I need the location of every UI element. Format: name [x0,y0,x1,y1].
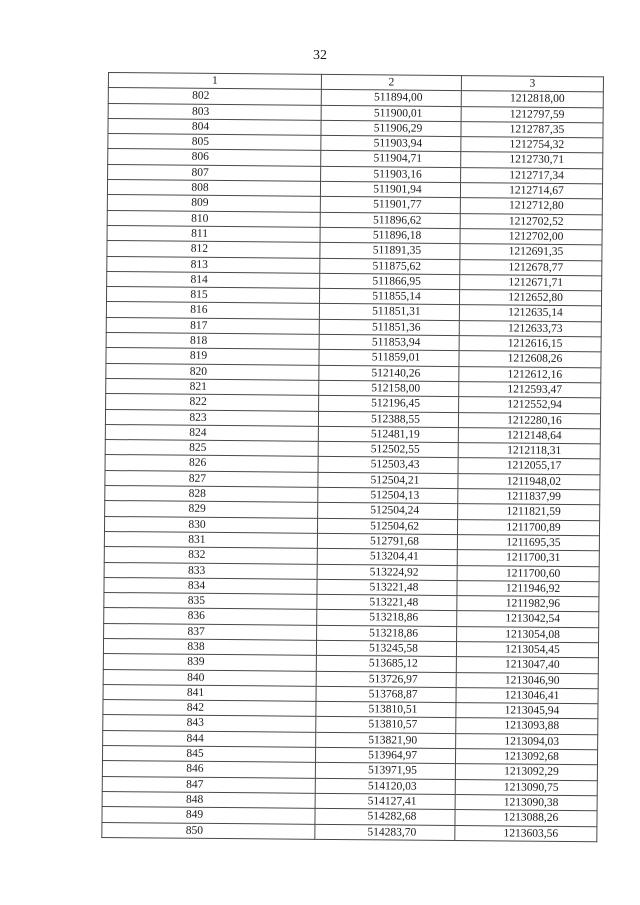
point-number-cell: 845 [102,746,315,763]
y-coordinate-cell: 1211837,99 [458,489,600,506]
column-header-1: 1 [108,73,321,90]
x-coordinate-cell: 513204,41 [317,549,457,566]
y-coordinate-cell: 1212280,16 [458,412,600,429]
y-coordinate-cell: 1211700,60 [457,565,599,582]
x-coordinate-cell: 511866,95 [320,273,460,290]
point-number-cell: 806 [108,149,321,166]
x-coordinate-cell: 513768,87 [316,686,456,703]
y-coordinate-cell: 1213046,90 [456,672,598,689]
y-coordinate-cell: 1212608,26 [459,351,601,368]
y-coordinate-cell: 1212818,00 [461,91,603,108]
point-number-cell: 816 [106,302,319,319]
point-number-cell: 841 [103,684,316,701]
x-coordinate-cell: 513685,12 [316,656,456,673]
y-coordinate-cell: 1213054,45 [456,642,598,659]
point-number-cell: 807 [108,164,321,181]
point-number-cell: 847 [102,776,315,793]
point-number-cell: 846 [102,761,315,778]
point-number-cell: 803 [108,103,321,120]
y-coordinate-cell: 1213094,03 [456,733,598,750]
x-coordinate-cell: 511851,31 [319,304,459,321]
x-coordinate-cell: 511901,94 [320,181,460,198]
point-number-cell: 822 [106,394,319,411]
x-coordinate-cell: 512502,55 [318,441,458,458]
x-coordinate-cell: 512791,68 [317,533,457,550]
x-coordinate-cell: 512504,62 [317,518,457,535]
y-coordinate-cell: 1212593,47 [459,382,601,399]
point-number-cell: 810 [107,210,320,227]
y-coordinate-cell: 1212055,17 [458,458,600,475]
x-coordinate-cell: 512504,21 [318,472,458,489]
point-number-cell: 811 [107,225,320,242]
x-coordinate-cell: 511904,71 [321,151,461,168]
point-number-cell: 802 [108,88,321,105]
y-coordinate-cell: 1213046,41 [456,687,598,704]
point-number-cell: 813 [107,256,320,273]
x-coordinate-cell: 511853,94 [319,334,459,351]
x-coordinate-cell: 513221,48 [317,594,457,611]
point-number-cell: 826 [105,455,318,472]
point-number-cell: 804 [108,118,321,135]
y-coordinate-cell: 1211946,92 [457,580,599,597]
y-coordinate-cell: 1211700,31 [457,550,599,567]
point-number-cell: 823 [105,409,318,426]
x-coordinate-cell: 511855,14 [319,289,459,306]
x-coordinate-cell: 512503,43 [318,457,458,474]
point-number-cell: 814 [107,271,320,288]
y-coordinate-cell: 1212552,94 [459,397,601,414]
y-coordinate-cell: 1212797,59 [461,106,603,123]
table-body [102,88,604,842]
y-coordinate-cell: 1211700,89 [457,519,599,536]
x-coordinate-cell: 514120,03 [315,778,455,795]
column-header-2: 2 [321,74,461,91]
point-number-cell: 808 [107,180,320,197]
y-coordinate-cell: 1213090,38 [455,795,597,812]
y-coordinate-cell: 1212616,15 [459,336,601,353]
coordinates-table [101,72,604,842]
point-number-cell: 805 [108,134,321,151]
y-coordinate-cell: 1212635,14 [459,305,601,322]
point-number-cell: 835 [104,593,317,610]
x-coordinate-cell: 511901,77 [320,197,460,214]
point-number-cell: 840 [103,669,316,686]
x-coordinate-cell: 511903,16 [321,166,461,183]
point-number-cell: 815 [106,287,319,304]
y-coordinate-cell: 1212652,80 [459,290,601,307]
point-number-cell: 812 [107,241,320,258]
x-coordinate-cell: 513821,90 [316,732,456,749]
y-coordinate-cell: 1213092,29 [455,764,597,781]
point-number-cell: 830 [104,516,317,533]
point-number-cell: 838 [103,638,316,655]
y-coordinate-cell: 1212730,71 [461,152,603,169]
x-coordinate-cell: 511859,01 [319,350,459,367]
point-number-cell: 828 [105,486,318,503]
page-number: 32 [313,48,327,63]
y-coordinate-cell: 1211695,35 [457,534,599,551]
point-number-cell: 817 [106,317,319,334]
y-coordinate-cell: 1213092,68 [455,749,597,766]
y-coordinate-cell: 1213054,08 [457,626,599,643]
x-coordinate-cell: 513245,58 [316,640,456,657]
point-number-cell: 842 [103,700,316,717]
y-coordinate-cell: 1212148,64 [458,427,600,444]
x-coordinate-cell: 511906,29 [321,120,461,137]
x-coordinate-cell: 514282,68 [315,809,455,826]
y-coordinate-cell: 1211982,96 [457,596,599,613]
x-coordinate-cell: 511896,18 [320,227,460,244]
point-number-cell: 831 [104,531,317,548]
point-number-cell: 824 [105,424,318,441]
point-number-cell: 820 [106,363,319,380]
x-coordinate-cell: 513971,95 [315,763,455,780]
y-coordinate-cell: 1211948,02 [458,473,600,490]
y-coordinate-cell: 1212714,67 [460,183,602,200]
point-number-cell: 836 [104,608,317,625]
y-coordinate-cell: 1212691,35 [460,244,602,261]
x-coordinate-cell: 512481,19 [318,426,458,443]
point-number-cell: 825 [105,440,318,457]
x-coordinate-cell: 513726,97 [316,671,456,688]
point-number-cell: 809 [107,195,320,212]
y-coordinate-cell: 1211821,59 [458,504,600,521]
coordinates-table-container [101,72,604,842]
y-coordinate-cell: 1213088,26 [455,810,597,827]
y-coordinate-cell: 1212702,00 [460,229,602,246]
column-header-3: 3 [461,76,603,93]
point-number-cell: 849 [102,807,315,824]
x-coordinate-cell: 511903,94 [321,136,461,153]
point-number-cell: 821 [106,378,319,395]
y-coordinate-cell: 1212633,73 [459,320,601,337]
point-number-cell: 837 [104,623,317,640]
x-coordinate-cell: 511900,01 [321,105,461,122]
x-coordinate-cell: 513218,86 [317,610,457,627]
x-coordinate-cell: 512158,00 [319,380,459,397]
x-coordinate-cell: 513964,97 [315,747,455,764]
x-coordinate-cell: 511896,62 [320,212,460,229]
x-coordinate-cell: 514127,41 [315,793,455,810]
x-coordinate-cell: 514283,70 [315,824,455,841]
point-number-cell: 833 [104,562,317,579]
y-coordinate-cell: 1212612,16 [459,366,601,383]
y-coordinate-cell: 1212712,80 [460,198,602,215]
x-coordinate-cell: 513218,86 [317,625,457,642]
x-coordinate-cell: 512504,13 [318,487,458,504]
y-coordinate-cell: 1213045,94 [456,703,598,720]
y-coordinate-cell: 1213093,88 [456,718,598,735]
x-coordinate-cell: 511891,35 [320,243,460,260]
y-coordinate-cell: 1213042,54 [457,611,599,628]
x-coordinate-cell: 513224,92 [317,564,457,581]
y-coordinate-cell: 1212717,34 [461,167,603,184]
point-number-cell: 827 [105,470,318,487]
y-coordinate-cell: 1212118,31 [458,443,600,460]
point-number-cell: 832 [104,547,317,564]
x-coordinate-cell: 512388,55 [318,411,458,428]
point-number-cell: 819 [106,348,319,365]
x-coordinate-cell: 511851,36 [319,319,459,336]
point-number-cell: 844 [103,730,316,747]
point-number-cell: 843 [103,715,316,732]
x-coordinate-cell: 512504,24 [318,503,458,520]
y-coordinate-cell: 1213047,40 [456,657,598,674]
x-coordinate-cell: 513221,48 [317,579,457,596]
y-coordinate-cell: 1212754,32 [461,137,603,154]
x-coordinate-cell: 511875,62 [320,258,460,275]
y-coordinate-cell: 1212787,35 [461,121,603,138]
y-coordinate-cell: 1212702,52 [460,213,602,230]
point-number-cell: 818 [106,333,319,350]
point-number-cell: 850 [102,822,315,839]
point-number-cell: 834 [104,577,317,594]
x-coordinate-cell: 512196,45 [319,396,459,413]
y-coordinate-cell: 1213090,75 [455,779,597,796]
y-coordinate-cell: 1212678,77 [460,259,602,276]
x-coordinate-cell: 512140,26 [319,365,459,382]
x-coordinate-cell: 511894,00 [321,90,461,107]
y-coordinate-cell: 1212671,71 [460,274,602,291]
point-number-cell: 829 [105,501,318,518]
x-coordinate-cell: 513810,57 [316,717,456,734]
x-coordinate-cell: 513810,51 [316,702,456,719]
point-number-cell: 848 [102,791,315,808]
y-coordinate-cell: 1213603,56 [455,825,597,842]
point-number-cell: 839 [103,654,316,671]
